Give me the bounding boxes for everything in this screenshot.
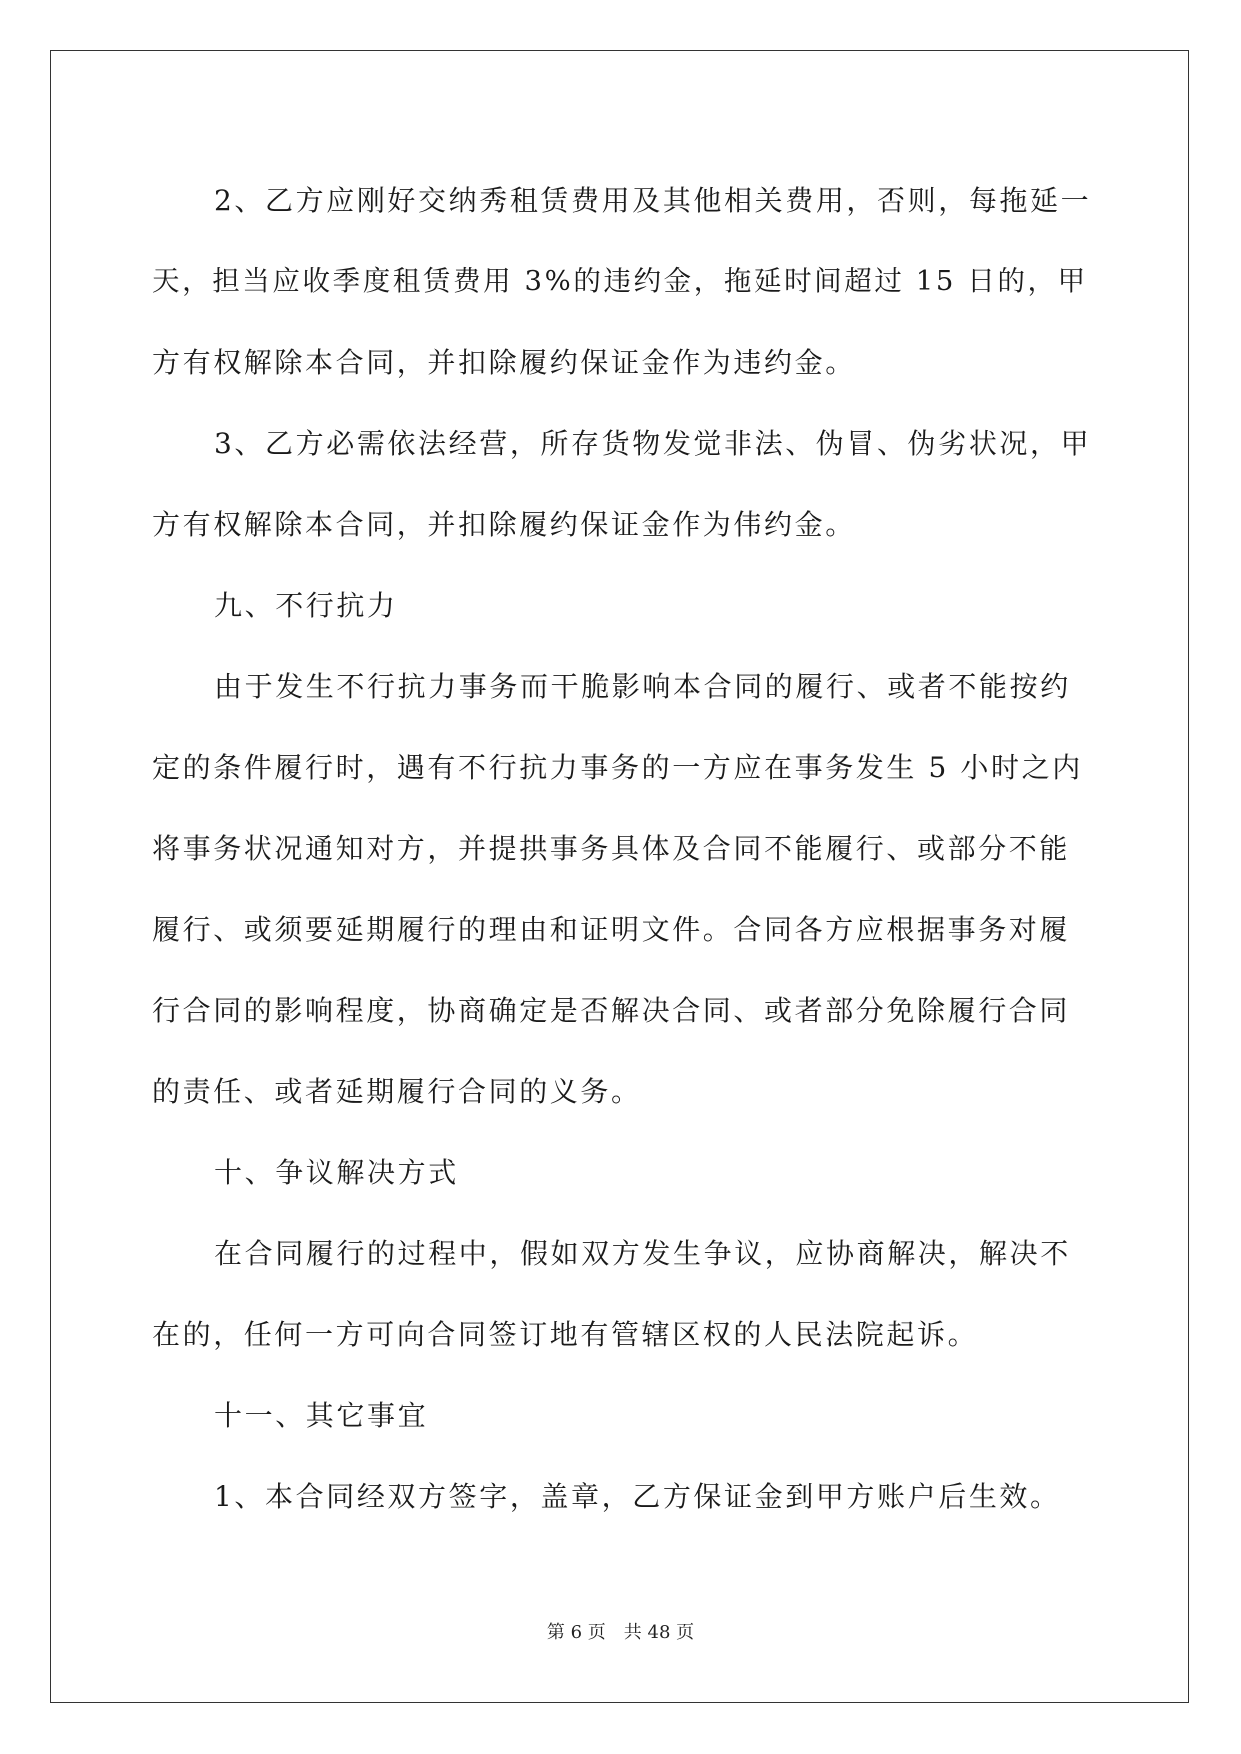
document-body <box>152 160 1092 1537</box>
section-heading: 十一、其它事宜 <box>214 1399 429 1432</box>
text-line: 2、乙方应刚好交纳秀租赁费用及其他相关费用，否则，每拖延一 <box>214 184 1092 217</box>
paragraph-effective <box>152 1456 1092 1537</box>
section-heading: 九、不行抗力 <box>214 589 398 622</box>
text-line: 1、本合同经双方签字，盖章，乙方保证金到甲方账户后生效。 <box>214 1480 1061 1513</box>
text-line: 由于发生不行抗力事务而干脆影响本合同的履行、或者不能按约 <box>214 670 1071 703</box>
text-line: 履行、或须要延期履行的理由和证明文件。合同各方应根据事务对履 <box>152 913 1071 946</box>
section-heading-dispute <box>152 1132 1092 1213</box>
text-line: 在合同履行的过程中，假如双方发生争议，应协商解决，解决不 <box>214 1237 1071 1270</box>
paragraph-legal-operation <box>152 403 1092 565</box>
section-heading: 十、争议解决方式 <box>214 1156 459 1189</box>
text-line: 方有权解除本合同，并扣除履约保证金作为违约金。 <box>152 346 856 379</box>
paragraph-late-payment <box>152 160 1092 403</box>
paragraph-dispute <box>152 1213 1092 1375</box>
paragraph-force-majeure <box>152 646 1092 1132</box>
text-line: 行合同的影响程度，协商确定是否解决合同、或者部分免除履行合同 <box>152 994 1071 1027</box>
text-line: 3、乙方必需依法经营，所存货物发觉非法、伪冒、伪劣状况，甲 <box>214 427 1092 460</box>
text-line: 定的条件履行时，遇有不行抗力事务的一方应在事务发生 5 小时之内 <box>152 751 1083 784</box>
page-number-footer: 第 6 页 共 48 页 <box>546 1622 695 1643</box>
text-line: 将事务状况通知对方，并提拱事务具体及合同不能履行、或部分不能 <box>152 832 1071 865</box>
text-line: 方有权解除本合同，并扣除履约保证金作为伟约金。 <box>152 508 856 541</box>
section-heading-force-majeure <box>152 565 1092 646</box>
text-line: 在的，任何一方可向合同签订地有管辖区权的人民法院起诉。 <box>152 1318 979 1351</box>
text-line: 天，担当应收季度租赁费用 3%的违约金，拖延时间超过 15 日的，甲 <box>152 265 1088 297</box>
text-line: 的责任、或者延期履行合同的义务。 <box>152 1075 642 1108</box>
section-heading-other <box>152 1375 1092 1456</box>
